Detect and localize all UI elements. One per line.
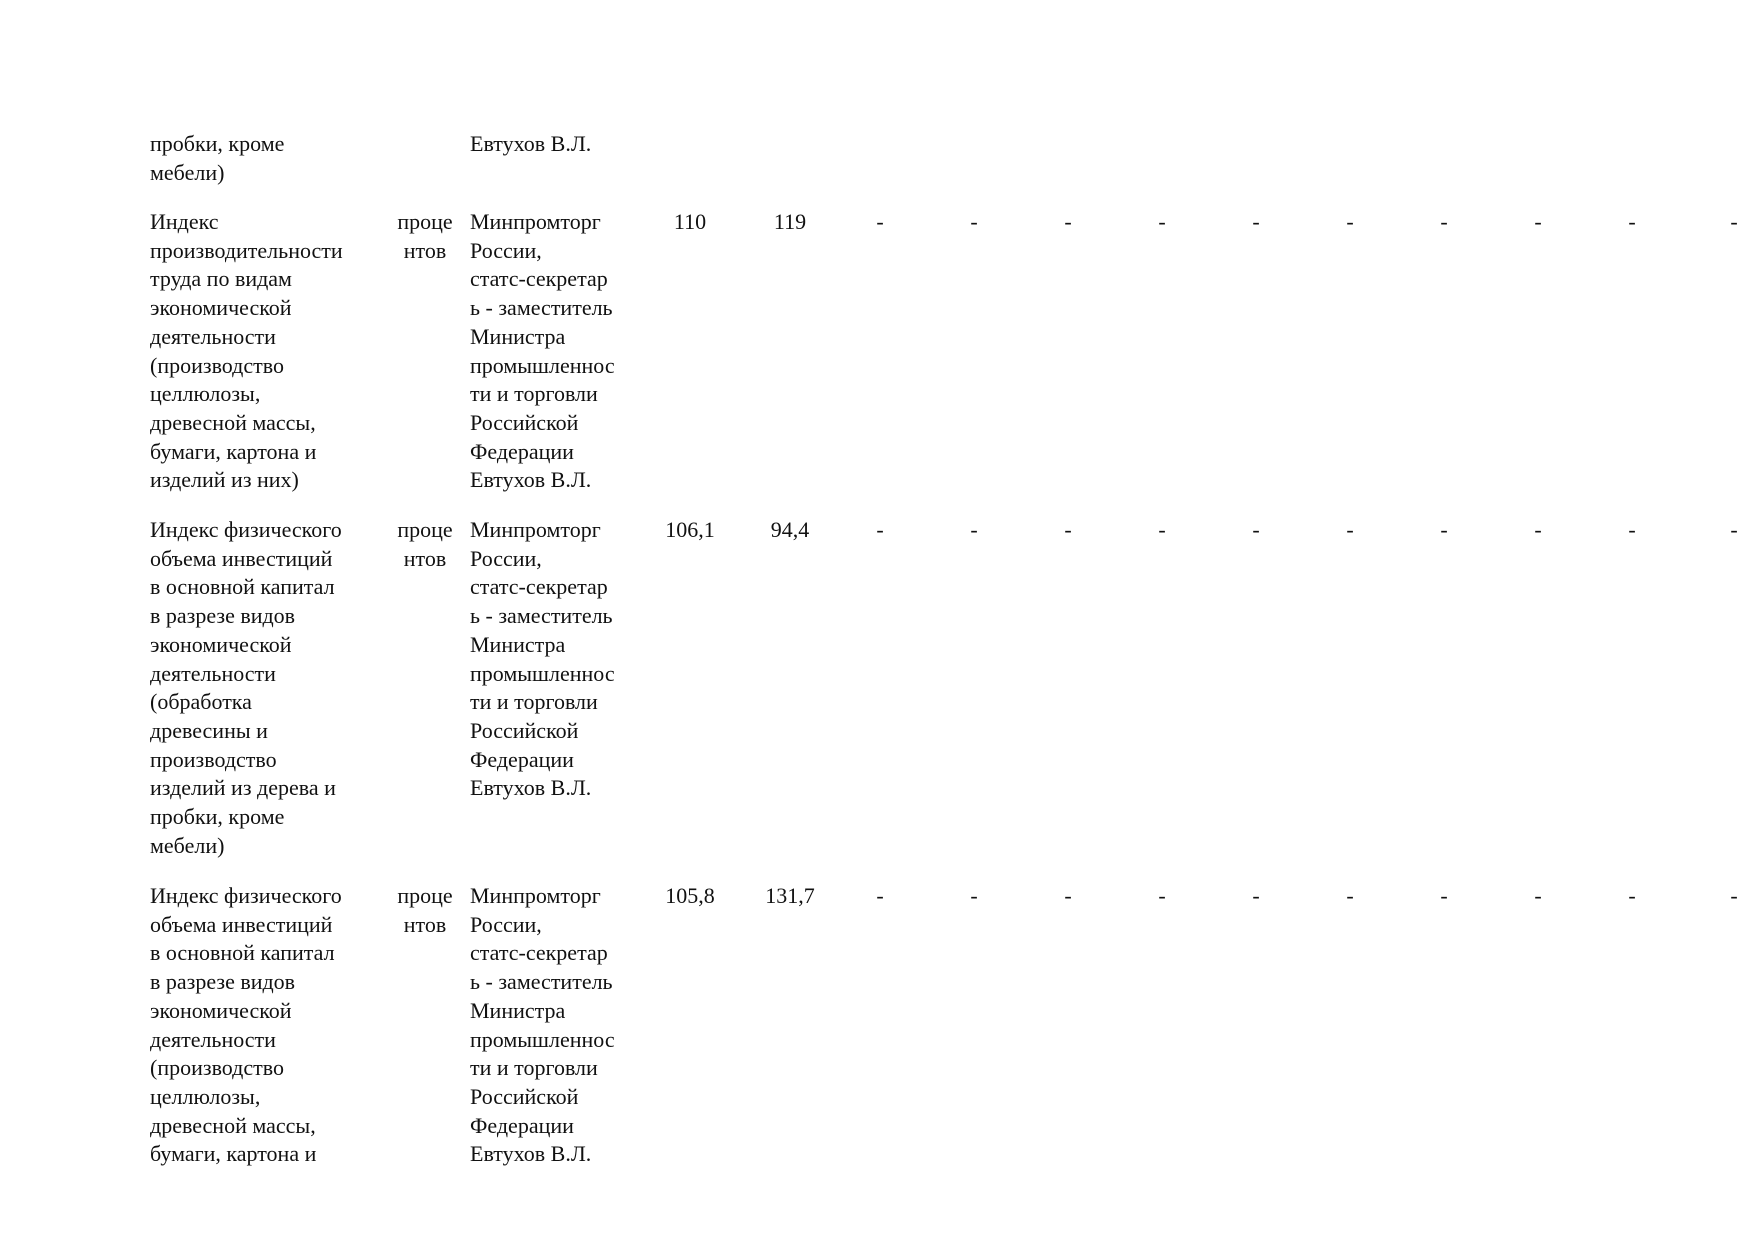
dash-cell: - [1252,209,1260,234]
dash-cell: - [1252,517,1260,542]
value-2: 131,7 [765,883,815,908]
responsible: Минпромторг России, статс-секретар ь - заместитель Министра промышленнос ти и торговли Российской Федерации Евтухов В.Л. [470,517,615,801]
dash-cell: - [1534,209,1542,234]
dash-cell: - [1534,883,1542,908]
dash-cell: - [1346,883,1354,908]
dash-cell: - [876,883,884,908]
dash-cell: - [876,517,884,542]
value-2: 119 [773,209,807,234]
indicator-name: Индекс физического объема инвестиций в основной капитал в разрезе видов экономической деятельности (обработка древесины и производство изделий из дерева и пробки, кроме мебели) [150,517,342,858]
responsible: Минпромторг России, статс-секретар ь - заместитель Министра промышленнос ти и торговли Российской Федерации Евтухов В.Л. [470,209,615,493]
responsible: Минпромторг России, статс-секретар ь - заместитель Министра промышленнос ти и торговли Российской Федерации Евтухов В.Л. [470,883,615,1167]
dash-cell: - [1346,517,1354,542]
responsible: Евтухов В.Л. [470,131,592,156]
dash-cell: - [1628,517,1636,542]
dash-cell: - [1628,209,1636,234]
dash-cell: - [1730,209,1738,234]
unit: проце нтов [397,209,453,263]
dash-cell: - [876,209,884,234]
dash-cell: - [970,209,978,234]
indicator-name: Индекс физического объема инвестиций в основной капитал в разрезе видов экономической деятельности (производство целлюлозы, древесной массы, бумаги, картона и [150,883,342,1167]
dash-cell: - [1346,209,1354,234]
dash-cell: - [1064,517,1072,542]
dash-cell: - [1440,209,1448,234]
dash-cell: - [1440,517,1448,542]
dash-cell: - [1158,517,1166,542]
dash-cell: - [1158,883,1166,908]
dash-cell: - [1252,883,1260,908]
dash-cell: - [1158,209,1166,234]
dash-cell: - [1730,883,1738,908]
value-1: 106,1 [665,517,715,542]
dash-cell: - [970,517,978,542]
indicator-name: Индекс производительности труда по видам экономической деятельности (производство целлюлозы, древесной массы, бумаги, картона и изделий из них) [150,209,343,493]
indicator-name: пробки, кроме мебели) [150,131,285,185]
dash-cell: - [970,883,978,908]
value-2: 94,4 [770,517,810,542]
unit: проце нтов [397,883,453,937]
dash-cell: - [1064,209,1072,234]
dash-cell: - [1534,517,1542,542]
unit: проце нтов [397,517,453,571]
value-1: 105,8 [665,883,715,908]
dash-cell: - [1064,883,1072,908]
value-1: 110 [673,209,707,234]
dash-cell: - [1730,517,1738,542]
dash-cell: - [1628,883,1636,908]
dash-cell: - [1440,883,1448,908]
